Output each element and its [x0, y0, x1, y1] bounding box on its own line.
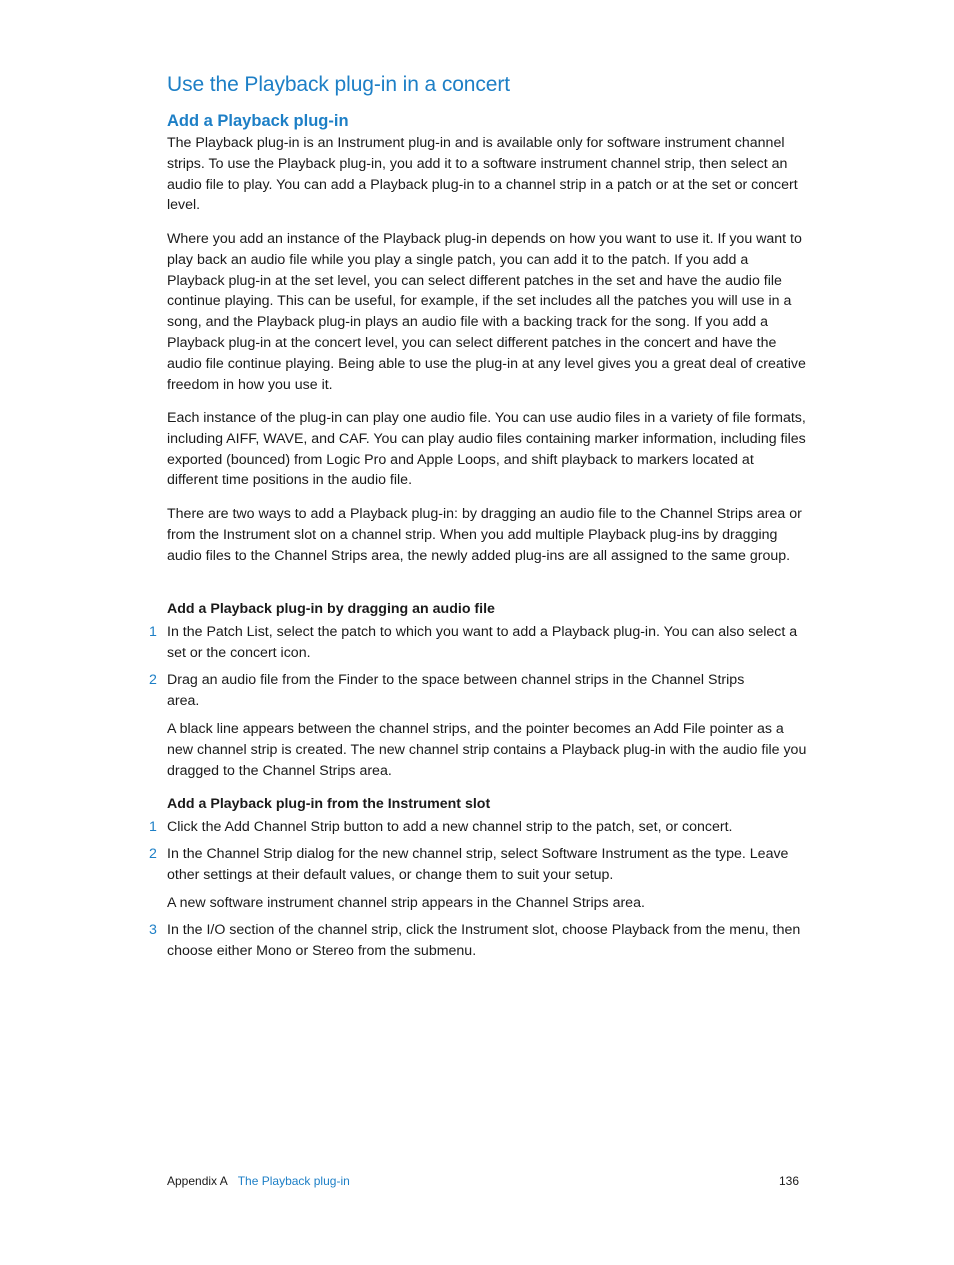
step-result: A new software instrument channel strip appears in the Channel Strips area.: [167, 895, 645, 911]
step-text: Click the Add Channel Strip button to add a new channel strip to the patch, set, or concert.: [167, 819, 733, 835]
page-heading: Use the Playback plug-in in a concert: [167, 73, 510, 96]
task-heading-instrument-slot: Add a Playback plug-in from the Instrument slot: [167, 796, 491, 812]
page-number: 136: [779, 1174, 800, 1188]
section-heading: Add a Playback plug-in: [167, 112, 349, 130]
step-number: 1: [149, 819, 157, 835]
step-text: In the Channel Strip dialog for the new channel strip, select Software Instrument as the type. Leave other settings at their default values, or change them to suit your setup.: [167, 846, 789, 883]
footer-appendix: Appendix A: [167, 1174, 228, 1188]
footer-chapter: [167, 1174, 350, 1188]
task-heading-dragging: Add a Playback plug-in by dragging an audio file: [167, 601, 495, 617]
step-number: 2: [149, 672, 157, 688]
paragraph-where: Where you add an instance of the Playback plug-in depends on how you want to use it. If you want to play back an audio file while you play a single patch, you can add it to the patch. If you add a Playback plug-in at the set level, you can select different patches in the set and have the audio file continue playing. This can be useful, for example, if the set includes all the patches you will use in a song, and the Playback plug-in plays an audio file with a backing track for the song. If you add a Playback plug-in at the concert level, you can select different patches in the concert and have the audio file continue playing. Being able to use the plug-in at any level gives you a great deal of creative freedom in how you use it.: [167, 231, 806, 393]
step-text: In the Patch List, select the patch to which you want to add a Playback plug-in. You can also select a set or the concert icon.: [167, 624, 798, 661]
paragraph-instance: Each instance of the plug-in can play one audio file. You can use audio files in a variety of file formats, including AIFF, WAVE, and CAF. You can play audio files containing marker information, including files exported (bounced) from Logic Pro and Apple Loops, and shift playback to markers located at different time positions in the audio file.: [167, 410, 806, 489]
paragraph-intro: The Playback plug-in is an Instrument plug-in and is available only for software instrument channel strips. To use the Playback plug-in, you add it to a software instrument channel strip, then select an audio file to play. You can add a Playback plug-in to a channel strip in a patch or at the set or concert level.: [167, 135, 798, 214]
step-result: A black line appears between the channel strips, and the pointer becomes an Add File pointer as a new channel strip is created. The new channel strip contains a Playback plug-in with the audio file you dragged to the Channel Strips area.: [167, 721, 807, 779]
step-number: 3: [149, 922, 157, 938]
paragraph-two-ways: There are two ways to add a Playback plug-in: by dragging an audio file to the Channel Strips area or from the Instrument slot on a channel strip. When you add multiple Playback plug-ins by dragging audio files to the Channel Strips area, the newly added plug-ins are all assigned to the same group.: [167, 506, 802, 564]
step-text: In the I/O section of the channel strip, click the Instrument slot, choose Playback from the menu, then choose either Mono or Stereo from the submenu.: [167, 922, 801, 959]
step-text: Drag an audio file from the Finder to the space between channel strips in the Channel Strips area.: [167, 672, 745, 709]
step-number: 1: [149, 624, 157, 640]
step-number: 2: [149, 846, 157, 862]
footer-chapter-link[interactable]: The Playback plug-in: [237, 1174, 350, 1188]
